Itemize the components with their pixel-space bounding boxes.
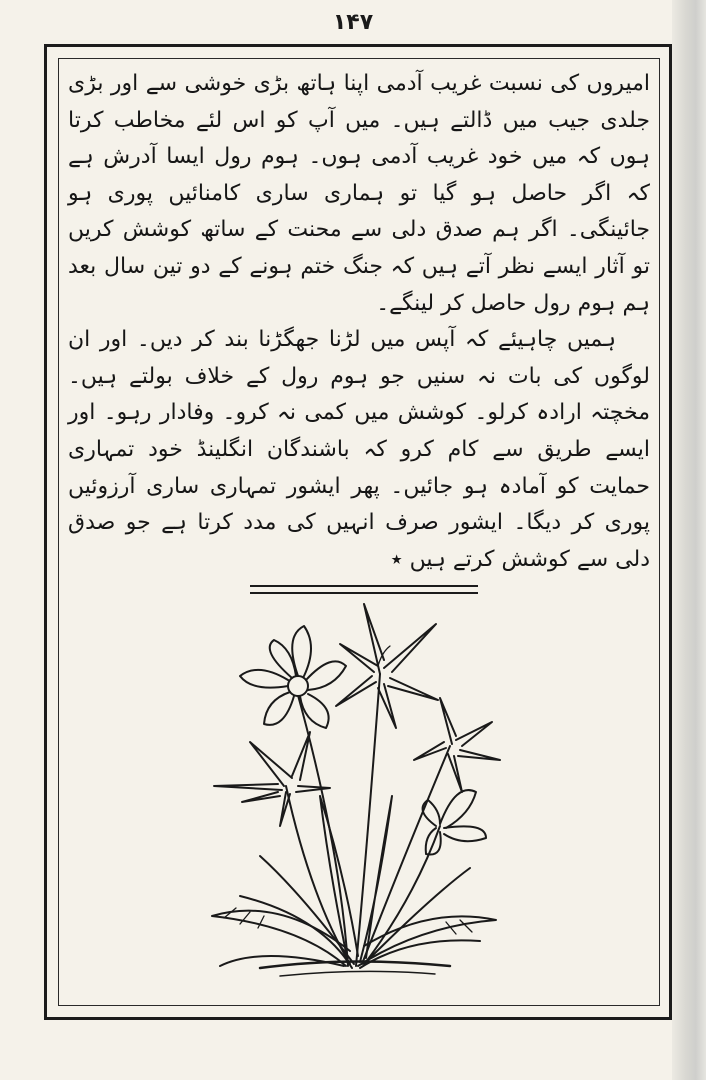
paragraph-2: ہمیں چاہیئے کہ آپس میں لڑنا جھگڑنا بند کر دیں۔ اور ان لوگوں کی بات نہ سنیں جو ہوم رول کے خلاف بولتے ہیں۔ مخچتہ ارادہ کرلو۔ کوشش میں کمی نہ کرو۔ وفادار رہو۔ اور ایسے طریق سے کام کرو کہ باشندگان انگلینڈ خود تمہاری حمایت کو آمادہ ہو جائیں۔ پھر ایشور تمہاری ساری آرزوئیں پوری کر دیگا۔ ایشور صرف انہیں کی مدد کرتا ہے جو صدق دلی سے کوشش کرتے ہیں ٭ [68,327,650,572]
page-number: ۱۴۷ [332,10,374,35]
body-text [68,66,650,578]
paragraph-1: امیروں کی نسبت غریب آدمی اپنا ہاتھ بڑی خوشی سے اور بڑی جلدی جیب میں ڈالتے ہیں۔ میں آپ کو اس لئے مخاطب کرتا ہوں کہ میں خود غریب آدمی ہوں۔ ہوم رول ایسا آدرش ہے کہ اگر حاصل ہو گیا تو ہماری ساری کامنائیں پوری ہو جائینگی۔ اگر ہم صدق دلی سے محنت کے ساتھ کوشش کریں تو آثار ایسے نظر آتے ہیں کہ جنگ ختم ہونے کے دو تین سال بعد ہم ہوم رول حاصل کر لینگے۔ [68,71,650,316]
flower-drawing [200,596,510,986]
page-edge-shadow [672,0,706,1080]
flower-illustration [200,596,510,986]
divider-line-top [250,585,478,587]
divider-line-bottom [250,592,478,594]
